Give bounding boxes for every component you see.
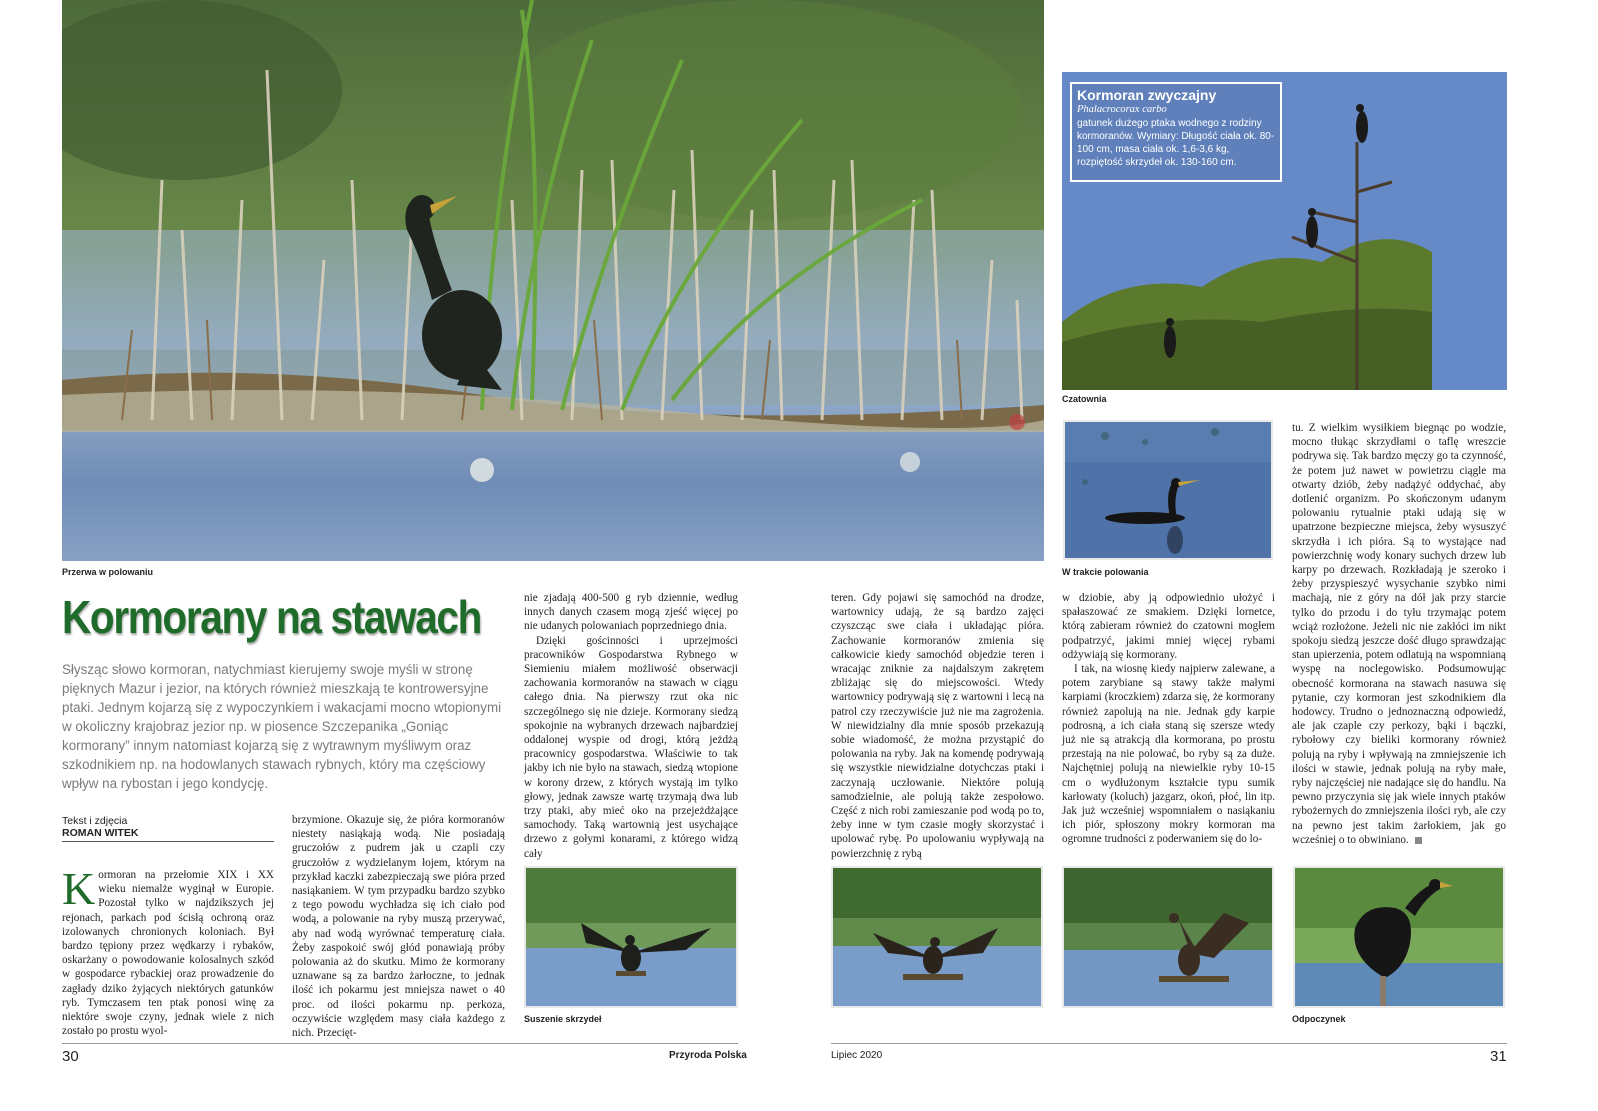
bottom-photo-2 bbox=[831, 866, 1043, 1008]
resting-photo bbox=[1293, 866, 1505, 1008]
main-photo bbox=[62, 0, 1044, 561]
bottom-photo-2-image bbox=[833, 868, 1041, 1006]
col1-text: ormoran na przełomie XIX i XX wieku niemalże wyginął w Europie. Pozostał tylko w najdzikszych jej rejonach, parkach pod ścisłą ochroną oraz izolowanych chronionych koloniach. Był bardzo tępiony przez wędkarzy i rybaków, oskarżany o powodowanie kolosalnych szkód w gospodarce rybackiej oraz prowadzenie do zagłady dziko żyjących niektórych gatunków ryb. Tymczasem ten ptak ponosi winę za niektóre swoje czyny, jednak wiele z nich zostało po prostu wyol- bbox=[62, 869, 274, 1038]
column-4 bbox=[831, 591, 1044, 861]
caption-main: Przerwa w polowaniu bbox=[62, 567, 154, 577]
issue-date: Lipiec 2020 bbox=[831, 1050, 883, 1061]
hunting-photo bbox=[1063, 420, 1273, 560]
caption-drying: Suszenie skrzydeł bbox=[524, 1014, 602, 1024]
end-of-article-mark bbox=[1415, 837, 1422, 844]
footer-rule-left bbox=[62, 1043, 738, 1044]
page-number-left: 30 bbox=[62, 1048, 79, 1065]
magazine-name: Przyroda Polska bbox=[669, 1050, 747, 1061]
drying-photo bbox=[524, 866, 738, 1008]
column-5 bbox=[1062, 591, 1275, 847]
caption-resting: Odpoczynek bbox=[1292, 1014, 1346, 1024]
column-1 bbox=[62, 863, 274, 1038]
col6-text: tu. Z wielkim wysiłkiem biegnąc po wodzie, mocno tłukąc skrzydłami o taflę wreszcie podrywa się. Tak bardzo męczy go ta czynność, że potem już nawet w powietrzu ciągle ma otwarty dziób, żeby nadążyć oddychać, aby dotlenić organizm. Po skończonym udanym polowaniu rytualnie ptaki udają się w upatrzone bezpieczne miejsca, żeby wysuszyć skrzydła i ich pióra. Są to wystające nad powierzchnię wody konary suchych drzew lub karpy po drzewach. Rozkładają je szeroko i żeby przyspieszyć wysychanie szybko nimi machają, nie z góry na dół jak przy starcie tylko do przodu i do tyłu trzymając potem wciąż rozłożone. Jeżeli nic nie zakłóci im nikt spokoju siedzą jeszcze dość długo sprawdzając stan upierzenia, potem odlatują na wspomnianą wyspę na noclegowisko. Podsumowując obecność kormorana na stawach nasuwa się pytanie, czy kormoran jest szkodnikiem dla hodowcy. Trudno o jednoznaczną odpowiedź, ale jak czaple czy perkozy, bąki i bączki, rybołowy czy bieliki kormorany również polują na ryby i wpływają na zmniejszenie ich ilości w stawie, jednak polują na ryby małe, ryby najczęściej nie nadające się do handlu. Na pewno przyczynia się jak wiele innych ptaków rybożernych do zmniejszenia ilości ryb, ale czy na pewno jest takim żarłokiem, jak go wcześniej o to obwiniano. bbox=[1292, 422, 1506, 846]
article-lead: Słysząc słowo kormoran, natychmiast kierujemy swoje myśli w stronę pięknych Mazur i jezior, na których również mieszkają te kontrowersyjne ptaki. Jednym kojarzą się z wypoczynkiem i wakacjami mocno wtopionymi w okoliczny krajobraz jezior np. w piosence Szczepanika „Goniąc kormorany” innym natomiast kojarzą się z wytrawnym myśliwym oraz szkodnikiem np. na hodowlanych stawach rybnych, który ma częściowy wpływ na rybostan i jego kondycję. bbox=[62, 662, 502, 791]
factbox-latin-name: Phalacrocorax carbo bbox=[1077, 104, 1167, 115]
byline-author: ROMAN WITEK bbox=[62, 827, 139, 839]
footer-rule-right bbox=[831, 1043, 1507, 1044]
column-6 bbox=[1292, 421, 1506, 847]
page-number-right: 31 bbox=[1490, 1048, 1507, 1065]
bottom-photo-3-image bbox=[1064, 868, 1272, 1006]
article-title: Kormorany na stawach bbox=[62, 591, 482, 643]
col2-text: brzymione. Okazuje się, że pióra kormoranów niestety nasiąkają wodą. Nie posiadają gruczołów z pudrem jak u czapli czy gruczołów z wydzielanym łojem, którym na przykład kaczki zabezpieczają swe pióra przed nasiąkaniem. W tym przypadku bardzo szybko z tego powodu wychładza się ich ciało pod wodą, a polowanie na ryby muszą przerywać, aby nad wodą wyrównać temperaturę ciała. Żeby zaspokoić swój głód ponawiają próby polowania aż do skutku. Mimo że kormorany uznawane są za bardzo żarłoczne, to jednak ilość ich pokarmu jest mniejsza nawet o 40 proc. od ilości pokarmu np. perkoza, oczywiście względem masy ciała każdego z nich. Przecięt- bbox=[292, 814, 505, 1040]
byline-label: Tekst i zdjęcia bbox=[62, 815, 128, 827]
bottom-photo-3 bbox=[1062, 866, 1274, 1008]
main-photo-image bbox=[62, 0, 1044, 561]
byline bbox=[62, 815, 274, 842]
factbox-title: Kormoran zwyczajny bbox=[1077, 87, 1217, 103]
factbox-text: gatunek dużego ptaka wodnego z rodziny kormoranów. Wymiary: Długość ciała ok. 80-100 cm, masa ciała ok. 1,6-3,6 kg, rozpiętość skrzydeł ok. 130-160 cm. bbox=[1077, 118, 1275, 168]
hunting-photo-image bbox=[1065, 422, 1271, 558]
col3-p1: nie zjadają 400-500 g ryb dziennie, według innych danych czasem mogą zjeść więcej po nie udanych polowaniach poprzedniego dnia. bbox=[524, 592, 738, 633]
dropcap: K bbox=[62, 863, 96, 914]
col3-p2: Dzięki gościnności i uprzejmości pracowników Gospodarstwa Rybnego w Siemieniu miałem możliwość obserwacji zachowania kormoranów na stawach w ciągu całego dnia. Na pierwszy rzut oka nic szczególnego się nie dzieje. Kormorany siedzą spokojnie na wybranych drzewach najbardziej oddalonej wyspie od drogi, którą jeżdżą pracownicy gospodarstwa. Właściwie to tak jakby ich nie było na stawach, siedzą wtopione w korony drzew, z których wystają im tylko głowy, jednak zawsze wartę trzymają dwa lub trzy ptaki, aby mieć oko na przejeżdżające samochody. Taką wartownią jest usychające drzewo z gołymi konarami, z którego widzą cały bbox=[524, 634, 738, 860]
drying-photo-image bbox=[526, 868, 736, 1006]
col4-text: teren. Gdy pojawi się samochód na drodze, wartownicy udają, że są bardzo zajęci czyszcząc swe ciała i układając pióra. Zachowanie kormoranów zmienia się całkowicie kiedy samochód objedzie teren i wracając zniknie za najdalszym zakrętem zbliżając się do miejscowości. Wtedy wartownicy podrywają się z wartowni i lecą na patrol czy rzeczywiście już nie ma zagrożenia. W niewidzialny dla mnie sposób przekazują sobie wiadomość, że można przystąpić do polowania na ryby. Jak na komendę podrywają się wszystkie niewidzialne dotychczas ptaki i zaczynają uczłowanie. Niektóre polują samodzielnie, ale polują także zespołowo. Część z nich robi zamieszanie pod wodą po to, żeby inne w tym czasie mogły skorzystać i upolować rybę. Po upolowaniu wypływają na powierzchnię z rybą bbox=[831, 592, 1044, 860]
caption-hunting: W trakcie polowania bbox=[1062, 567, 1149, 577]
column-2 bbox=[292, 813, 505, 1040]
resting-photo-image bbox=[1295, 868, 1503, 1006]
col5-p2: I tak, na wiosnę kiedy najpierw zalewane, a potem zarybiane są stawy także małymi karpiami (kroczkiem) zdarza się, że kormorany również zapolują na nie. Jednak gdy karpie podrosną, a ich ciała staną się szersze wtedy już nie są atrakcją dla kormorana, po prostu przestają na nie polować, bo ryby są za duże. Najchętniej polują na niewielkie ryby 10-15 cm o wydłużonym kształcie typu sumik karłowaty (koluch) jazgarz, okoń, płoć, lin itp. Jak już wcześniej wspomniałem o nasiąkaniu ich piór, spłoszony mokry kormoran ma ogromne trudności z poderwaniem się do lo- bbox=[1062, 663, 1275, 846]
col5-p1: w dziobie, aby ją odpowiednio ułożyć i spałaszować ze smakiem. Dzięki lornetce, którą zabieram również do czatowni mogłem podpatrzyć, jakimi mniej więcej rybami odżywiają się kormorany. bbox=[1062, 592, 1275, 661]
column-3 bbox=[524, 591, 738, 861]
species-factbox bbox=[1070, 82, 1282, 182]
caption-topright: Czatownia bbox=[1062, 394, 1107, 404]
